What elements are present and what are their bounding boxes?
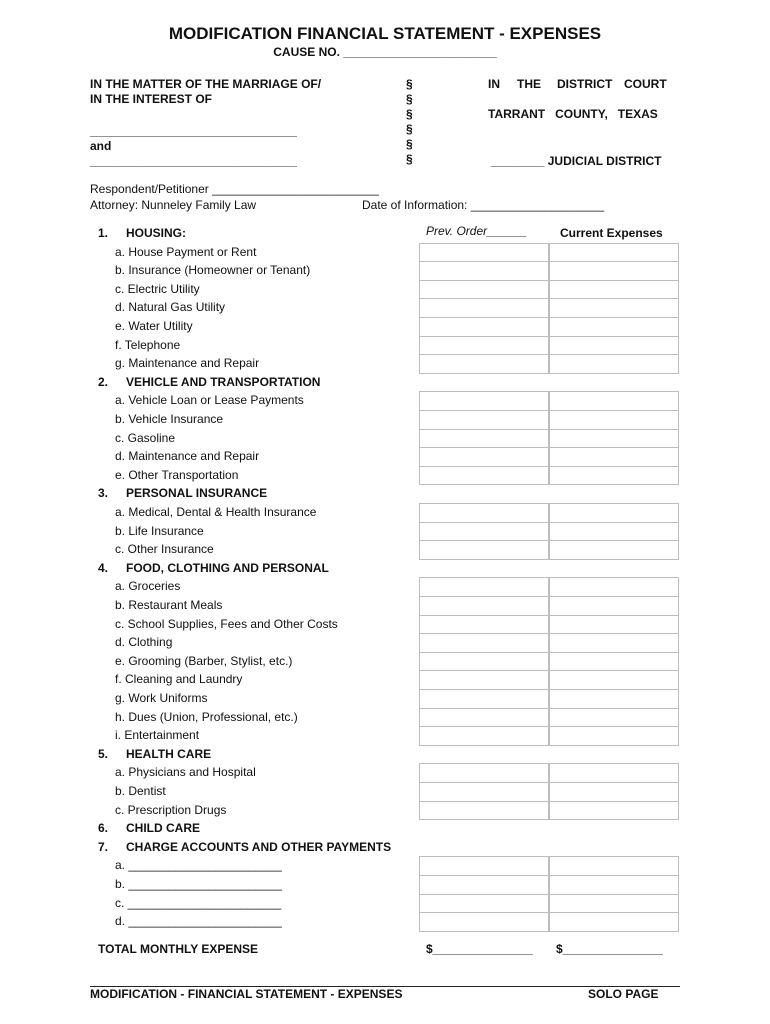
prev-order-cell[interactable] (419, 708, 549, 728)
prev-order-cell[interactable] (419, 391, 549, 411)
prev-order-cell[interactable] (419, 596, 549, 616)
expense-item-label: a. _______________________ (115, 858, 282, 873)
section-symbol: § (406, 122, 413, 136)
current-expense-cell[interactable] (549, 856, 679, 876)
current-expense-cell[interactable] (549, 540, 679, 560)
court-in: IN (488, 77, 500, 91)
section-number: 5. (98, 746, 109, 761)
section-number: 3. (98, 486, 109, 501)
prev-order-cell[interactable] (419, 875, 549, 895)
expense-item-label: a. Vehicle Loan or Lease Payments (115, 393, 304, 408)
prev-order-cell[interactable] (419, 522, 549, 542)
section-title: CHARGE ACCOUNTS AND OTHER PAYMENTS (126, 839, 392, 854)
current-expense-cell[interactable] (549, 466, 679, 486)
footer-left: MODIFICATION - FINANCIAL STATEMENT - EXPENSES (90, 987, 403, 1001)
total-current-amount[interactable]: $_______________ (556, 942, 663, 956)
section-symbol: § (406, 152, 413, 166)
section-number: 1. (98, 226, 109, 240)
section-symbol: § (406, 77, 413, 91)
current-expense-cell[interactable] (549, 894, 679, 914)
current-expense-cell[interactable] (549, 354, 679, 374)
prev-order-cell[interactable] (419, 856, 549, 876)
prev-order-header: Prev. Order______ (426, 224, 528, 238)
judicial-district[interactable]: ________ JUDICIAL DISTRICT (491, 154, 662, 168)
expense-item-label: d. Natural Gas Utility (115, 300, 226, 315)
current-expense-cell[interactable] (549, 912, 679, 932)
prev-order-cell[interactable] (419, 317, 549, 337)
section-title: PERSONAL INSURANCE (126, 486, 268, 501)
prev-order-cell[interactable] (419, 354, 549, 374)
current-expense-cell[interactable] (549, 633, 679, 653)
matter-line-2: IN THE INTEREST OF (90, 92, 213, 106)
current-expense-cell[interactable] (549, 298, 679, 318)
section-number: 4. (98, 560, 109, 575)
section-title: VEHICLE AND TRANSPORTATION (126, 374, 321, 389)
section-symbol: § (406, 92, 413, 106)
current-expense-cell[interactable] (549, 522, 679, 542)
court-district: DISTRICT (557, 77, 613, 91)
expense-item-label: f. Cleaning and Laundry (115, 672, 243, 687)
section-number: 7. (98, 839, 109, 854)
total-prev-amount[interactable]: $_______________ (426, 942, 533, 956)
expense-item-label: c. Gasoline (115, 430, 176, 445)
expense-item-label: b. Vehicle Insurance (115, 412, 224, 426)
county-texas: TARRANT COUNTY, TEXAS (488, 107, 658, 121)
prev-order-cell[interactable] (419, 670, 549, 690)
prev-order-cell[interactable] (419, 615, 549, 635)
current-expense-cell[interactable] (549, 596, 679, 616)
prev-order-cell[interactable] (419, 689, 549, 709)
current-expense-cell[interactable] (549, 763, 679, 783)
prev-order-cell[interactable] (419, 336, 549, 356)
expense-item-label: i. Entertainment (115, 728, 200, 743)
footer-right: SOLO PAGE (588, 987, 659, 1001)
section-title: CHILD CARE (126, 821, 200, 836)
current-expense-cell[interactable] (549, 280, 679, 300)
expense-item-label: d. Maintenance and Repair (115, 449, 260, 464)
prev-order-cell[interactable] (419, 261, 549, 281)
expense-item-label: c. Prescription Drugs (115, 802, 227, 817)
and-label: and (90, 139, 112, 153)
expense-item-label: a. House Payment or Rent (115, 244, 257, 259)
court-the: THE (517, 77, 541, 91)
expense-item-label: b. Life Insurance (115, 523, 204, 538)
expense-item-label: g. Work Uniforms (115, 691, 208, 705)
prev-order-cell[interactable] (419, 577, 549, 597)
current-expense-cell[interactable] (549, 782, 679, 802)
current-expense-cell[interactable] (549, 708, 679, 728)
expense-item-label: a. Physicians and Hospital (115, 765, 256, 780)
expense-item-label: g. Maintenance and Repair (115, 356, 260, 371)
expense-item-label: a. Groceries (115, 579, 181, 594)
respondent-petitioner[interactable]: Respondent/Petitioner _________________________ (90, 182, 379, 196)
expense-item-label: f. Telephone (115, 337, 181, 352)
section-number: 6. (98, 821, 109, 836)
current-expense-cell[interactable] (549, 652, 679, 672)
expense-item-label: c. Electric Utility (115, 281, 200, 296)
current-expense-cell[interactable] (549, 577, 679, 597)
expense-item-label: e. Grooming (Barber, Stylist, etc.) (115, 653, 293, 668)
current-expense-cell[interactable] (549, 670, 679, 690)
current-expense-cell[interactable] (549, 317, 679, 337)
expense-item-label: d. _______________________ (115, 914, 282, 929)
total-label: TOTAL MONTHLY EXPENSE (98, 942, 259, 956)
party-1-blank[interactable]: _______________________________ (90, 124, 297, 138)
prev-order-cell[interactable] (419, 429, 549, 449)
prev-order-cell[interactable] (419, 447, 549, 467)
current-expense-cell[interactable] (549, 726, 679, 746)
expense-item-label: e. Water Utility (115, 319, 193, 333)
expense-item-label: c. _______________________ (115, 895, 282, 910)
court-court: COURT (624, 77, 667, 91)
current-expense-cell[interactable] (549, 689, 679, 709)
section-title: FOOD, CLOTHING AND PERSONAL (126, 560, 329, 575)
current-expense-cell[interactable] (549, 875, 679, 895)
expense-item-label: a. Medical, Dental & Health Insurance (115, 505, 317, 519)
section-symbol: § (406, 107, 413, 121)
section-symbol: § (406, 137, 413, 151)
expense-item-label: b. _______________________ (115, 877, 282, 891)
current-expense-cell[interactable] (549, 615, 679, 635)
current-expense-cell[interactable] (549, 336, 679, 356)
current-expenses-header: Current Expenses (560, 226, 663, 240)
current-expense-cell[interactable] (549, 410, 679, 430)
document-title: MODIFICATION FINANCIAL STATEMENT - EXPENSES (168, 24, 602, 43)
cause-number[interactable]: CAUSE NO. _______________________ (273, 45, 497, 59)
party-2-blank[interactable]: _______________________________ (90, 154, 297, 168)
prev-order-cell[interactable] (419, 410, 549, 430)
prev-order-cell[interactable] (419, 298, 549, 318)
matter-line-1: IN THE MATTER OF THE MARRIAGE OF/ (90, 77, 322, 91)
current-expense-cell[interactable] (549, 429, 679, 449)
current-expense-cell[interactable] (549, 391, 679, 411)
prev-order-cell[interactable] (419, 726, 549, 746)
prev-order-cell[interactable] (419, 243, 549, 263)
expense-item-label: c. Other Insurance (115, 542, 214, 557)
prev-order-cell[interactable] (419, 503, 549, 523)
section-title: HOUSING: (126, 226, 186, 240)
prev-order-cell[interactable] (419, 912, 549, 932)
prev-order-cell[interactable] (419, 763, 549, 783)
prev-order-cell[interactable] (419, 782, 549, 802)
prev-order-cell[interactable] (419, 894, 549, 914)
section-title: HEALTH CARE (126, 746, 212, 761)
expense-item-label: e. Other Transportation (115, 467, 239, 482)
prev-order-cell[interactable] (419, 280, 549, 300)
attorney: Attorney: Nunneley Family Law (90, 198, 257, 212)
current-expense-cell[interactable] (549, 243, 679, 263)
expense-item-label: b. Insurance (Homeowner or Tenant) (115, 263, 311, 278)
expense-item-label: h. Dues (Union, Professional, etc.) (115, 709, 298, 724)
prev-order-cell[interactable] (419, 652, 549, 672)
current-expense-cell[interactable] (549, 261, 679, 281)
prev-order-cell[interactable] (419, 801, 549, 821)
section-number: 2. (98, 374, 109, 389)
expense-item-label: c. School Supplies, Fees and Other Costs (115, 616, 338, 631)
expense-item-label: b. Restaurant Meals (115, 598, 223, 612)
expense-item-label: d. Clothing (115, 635, 173, 650)
current-expense-cell[interactable] (549, 503, 679, 523)
prev-order-cell[interactable] (419, 540, 549, 560)
current-expense-cell[interactable] (549, 447, 679, 467)
expense-item-label: b. Dentist (115, 784, 166, 798)
current-expense-cell[interactable] (549, 801, 679, 821)
prev-order-cell[interactable] (419, 466, 549, 486)
prev-order-cell[interactable] (419, 633, 549, 653)
date-of-information[interactable]: Date of Information: ____________________ (362, 198, 605, 212)
